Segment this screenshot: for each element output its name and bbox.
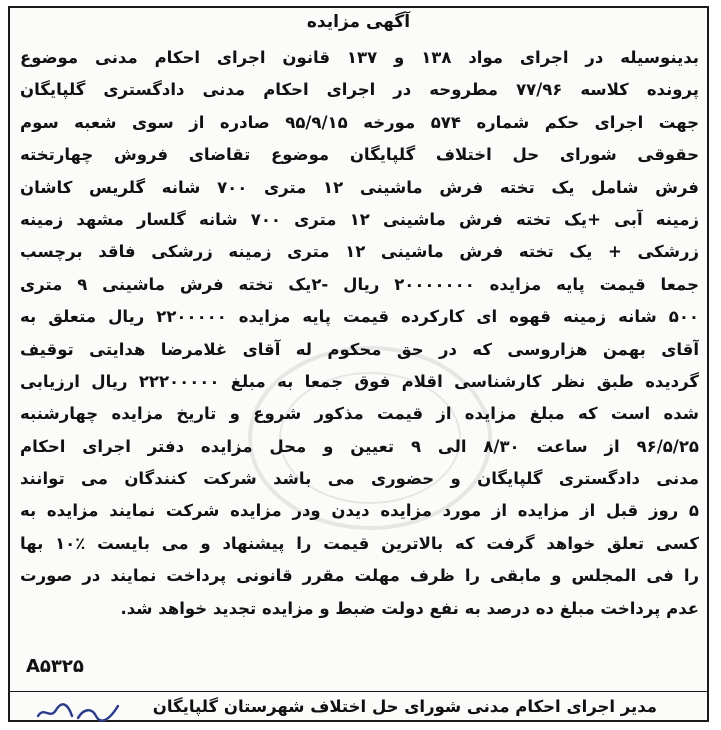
notice-line: زرشکی + یک تخته فرش ماشینی ۱۲ متری زمینه زرشکی فاقد برچسب: [20, 242, 699, 262]
notice-line: گردیده طبق نظر کارشناسی اقلام فوق جمعا به مبلغ ۲۲۲۰۰۰۰۰ ریال ارزیابی: [20, 371, 699, 391]
notice-title: آگهی مزایده: [306, 12, 411, 32]
notice-line: عدم پرداخت مبلغ ده درصد به نفع دولت ضبط و مزایده تجدید خواهد شد.: [120, 598, 699, 618]
notice-line: فرش شامل یک تخته فرش ماشینی ۱۲ متری ۷۰۰ شانه گلریس کاشان: [20, 177, 699, 197]
notice-line: ۵۰۰ شانه زمینه قهوه ای کارکرده قیمت پایه مزایده ۲۲۰۰۰۰۰ ریال متعلق به: [20, 307, 699, 327]
signature-line: مدیر اجرای احکام مدنی شورای حل اختلاف شهرستان گلپایگان: [152, 697, 657, 716]
notice-line: جهت اجرای حکم شماره ۵۷۴ مورخه ۹۵/۹/۱۵ صادره از سوی شعبه سوم: [20, 112, 699, 132]
notice-line: زمینه آبی +یک تخته فرش ماشینی ۱۲ متری ۷۰۰ شانه گلسار مشهد زمینه: [20, 209, 699, 229]
handwritten-number-icon: [34, 700, 124, 724]
notice-line: حقوقی شورای حل اختلاف گلپایگان موضوع تقاضای فروش چهارتخته: [20, 145, 699, 165]
notice-frame: [8, 6, 709, 722]
notice-line: آقای بهمن هزاروسی که در حق محکوم له آقای غلامرضا هدایتی توقیف: [20, 339, 699, 359]
divider: [10, 691, 707, 692]
notice-line: پرونده کلاسه ۷۷/۹۶ مطروحه در اجرای احکام مدنی دادگستری گلپایگان: [20, 80, 699, 100]
notice-line: ۹۶/۵/۲۵ از ساعت ۸/۳۰ الی ۹ تعیین و محل مزایده دفتر اجرای احکام: [20, 436, 699, 456]
notice-line: شده است که مبلغ مزایده از قیمت مذکور شروع و تاریخ مزایده چهارشنبه: [20, 404, 699, 424]
notice-code: A۵۳۲۵: [26, 656, 84, 677]
notice-line: کسی تعلق خواهد گرفت که بالاترین قیمت را پیشنهاد و می بایست ٪۱۰ بها: [20, 533, 699, 553]
notice-line: را فی المجلس و مابقی را ظرف مهلت مقرر قانونی پرداخت نمایند در صورت: [20, 566, 699, 586]
notice-line: ۵ روز قبل از مزایده از مورد مزایده دیدن ودر مزایده شرکت نمایند مزایده به: [20, 501, 699, 521]
notice-line: مدنی دادگستری گلپایگان و حضوری می باشد شرکت کنندگان می توانند: [20, 469, 699, 489]
notice-line: بدینوسیله در اجرای مواد ۱۳۸ و ۱۳۷ قانون اجرای احکام مدنی موضوع: [20, 48, 699, 67]
notice-line: جمعا قیمت پایه مزایده ۲۰۰۰۰۰۰۰ ریال -۲یک تخته فرش ماشینی ۹ متری: [20, 274, 699, 294]
notice-body: [20, 42, 699, 625]
